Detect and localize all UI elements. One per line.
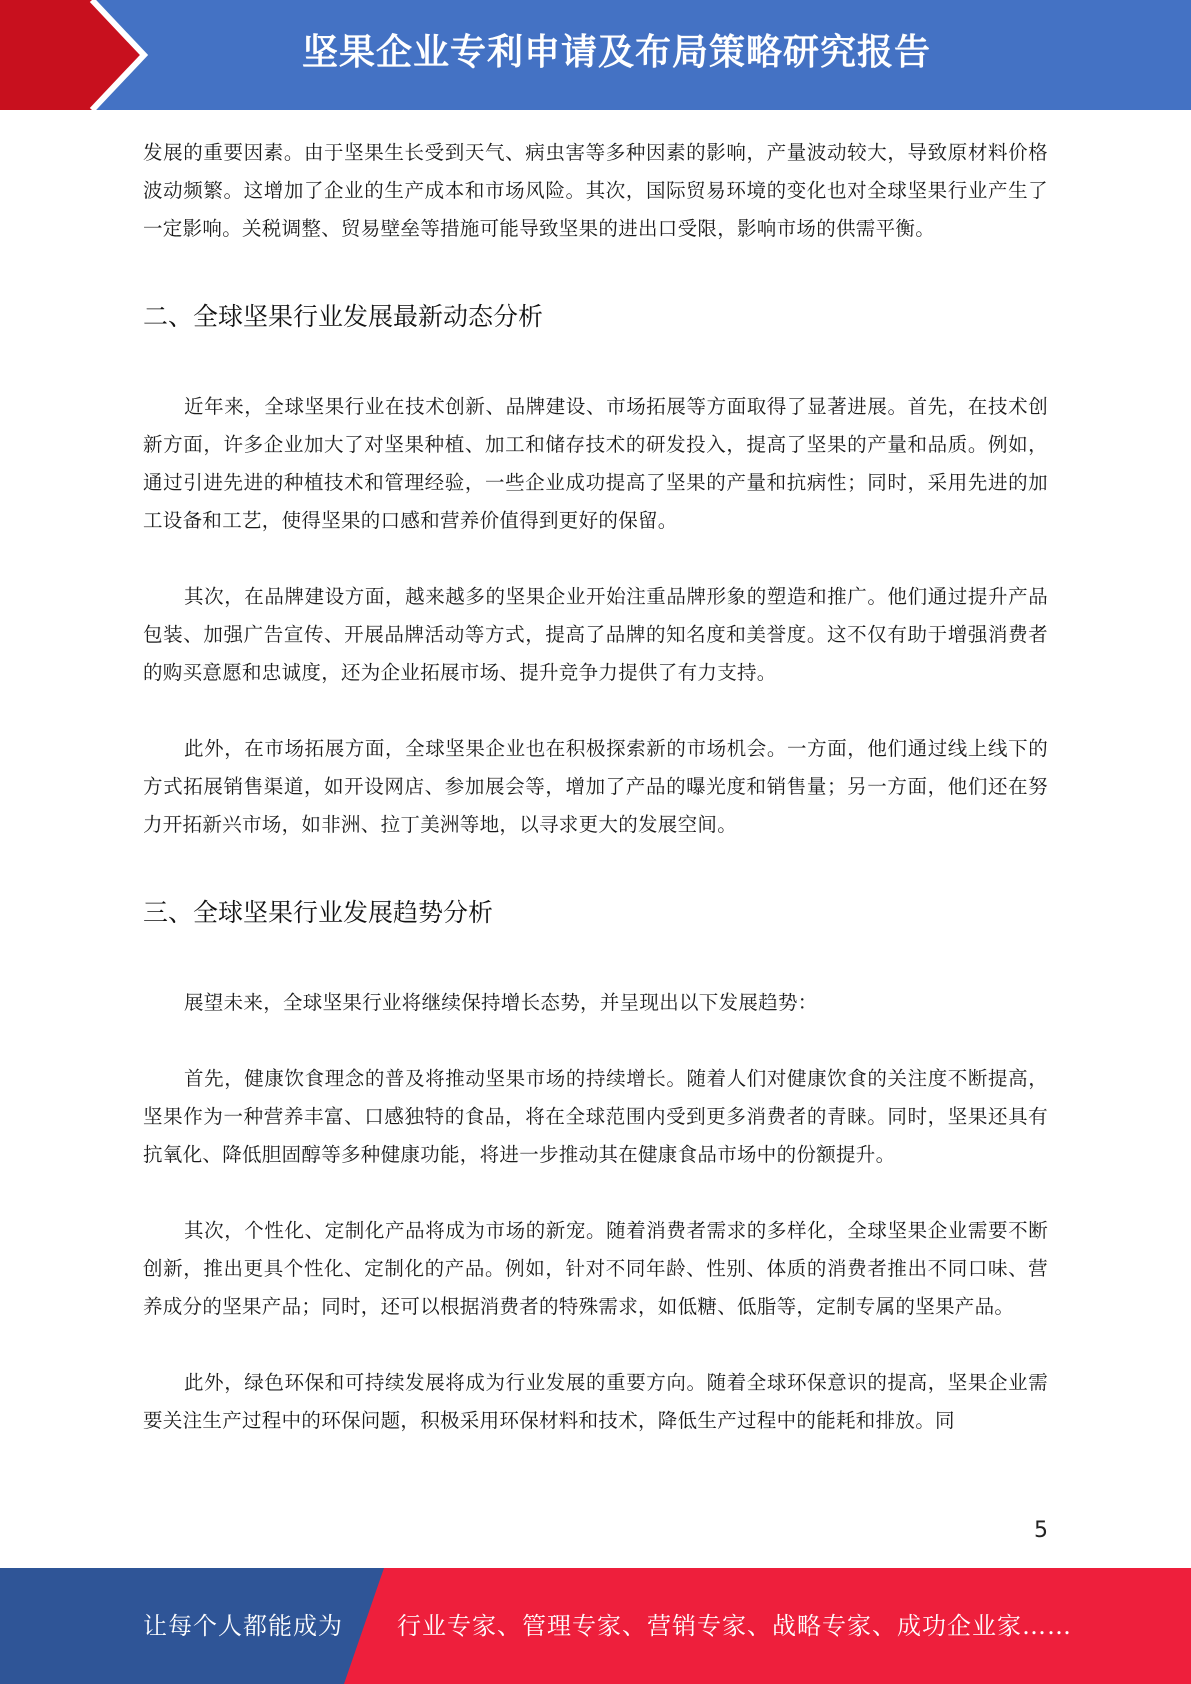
section-2-paragraph: 近年来，全球坚果行业在技术创新、品牌建设、市场拓展等方面取得了显著进展。首先，在技术创新方面，许多企业加大了对坚果种植、加工和储存技术的研发投入，提高了坚果的产量和品质。例如，通过引进先进的种植技术和管理经验，一些企业成功提高了坚果的产量和抗病性；同时，采用先进的加工设备和工艺，使得坚果的口感和营养价值得到更好的保留。 [143,395,1048,532]
document-title: 坚果企业专利申请及布局策略研究报告 [302,32,932,73]
section-2-heading: 二、全球坚果行业发展最新动态分析 [143,302,544,331]
header-arrow-decoration [0,0,190,110]
page-header [0,0,1191,110]
footer-slogan-right: 行业专家、管理专家、营销专家、战略专家、成功企业家…… [397,1612,1072,1640]
intro-paragraph: 发展的重要因素。由于坚果生长受到天气、病虫害等多种因素的影响，产量波动较大，导致原材料价格波动频繁。这增加了企业的生产成本和市场风险。其次，国际贸易环境的变化也对全球坚果行业产生了一定影响。关税调整、贸易壁垒等措施可能导致坚果的进出口受限，影响市场的供需平衡。 [143,141,1048,240]
footer-slogan-left: 让每个人都能成为 [143,1612,343,1640]
section-3-paragraph: 展望未来，全球坚果行业将继续保持增长态势，并呈现出以下发展趋势： [184,991,818,1014]
page-footer [0,1568,1191,1684]
page-number: 5 [1034,1518,1048,1543]
section-2-paragraph: 此外，在市场拓展方面，全球坚果企业也在积极探索新的市场机会。一方面，他们通过线上线下的方式拓展销售渠道，如开设网店、参加展会等，增加了产品的曝光度和销售量；另一方面，他们还在努力开拓新兴市场，如非洲、拉丁美洲等地，以寻求更大的发展空间。 [143,737,1048,836]
section-3-paragraph: 此外，绿色环保和可持续发展将成为行业发展的重要方向。随着全球环保意识的提高，坚果企业需要关注生产过程中的环保问题，积极采用环保材料和技术，降低生产过程中的能耗和排放。同 [143,1371,1048,1432]
section-3-paragraph: 首先，健康饮食理念的普及将推动坚果市场的持续增长。随着人们对健康饮食的关注度不断提高，坚果作为一种营养丰富、口感独特的食品，将在全球范围内受到更多消费者的青睐。同时，坚果还具有抗氧化、降低胆固醇等多种健康功能，将进一步推动其在健康食品市场中的份额提升。 [143,1067,1048,1166]
page-content [143,134,1048,1440]
section-2-paragraph: 其次，在品牌建设方面，越来越多的坚果企业开始注重品牌形象的塑造和推广。他们通过提升产品包装、加强广告宣传、开展品牌活动等方式，提高了品牌的知名度和美誉度。这不仅有助于增强消费者的购买意愿和忠诚度，还为企业拓展市场、提升竞争力提供了有力支持。 [143,585,1048,684]
section-3-paragraph: 其次，个性化、定制化产品将成为市场的新宠。随着消费者需求的多样化，全球坚果企业需要不断创新，推出更具个性化、定制化的产品。例如，针对不同年龄、性别、体质的消费者推出不同口味、营养成分的坚果产品；同时，还可以根据消费者的特殊需求，如低糖、低脂等，定制专属的坚果产品。 [143,1219,1048,1318]
section-3-heading: 三、全球坚果行业发展趋势分析 [143,898,494,927]
